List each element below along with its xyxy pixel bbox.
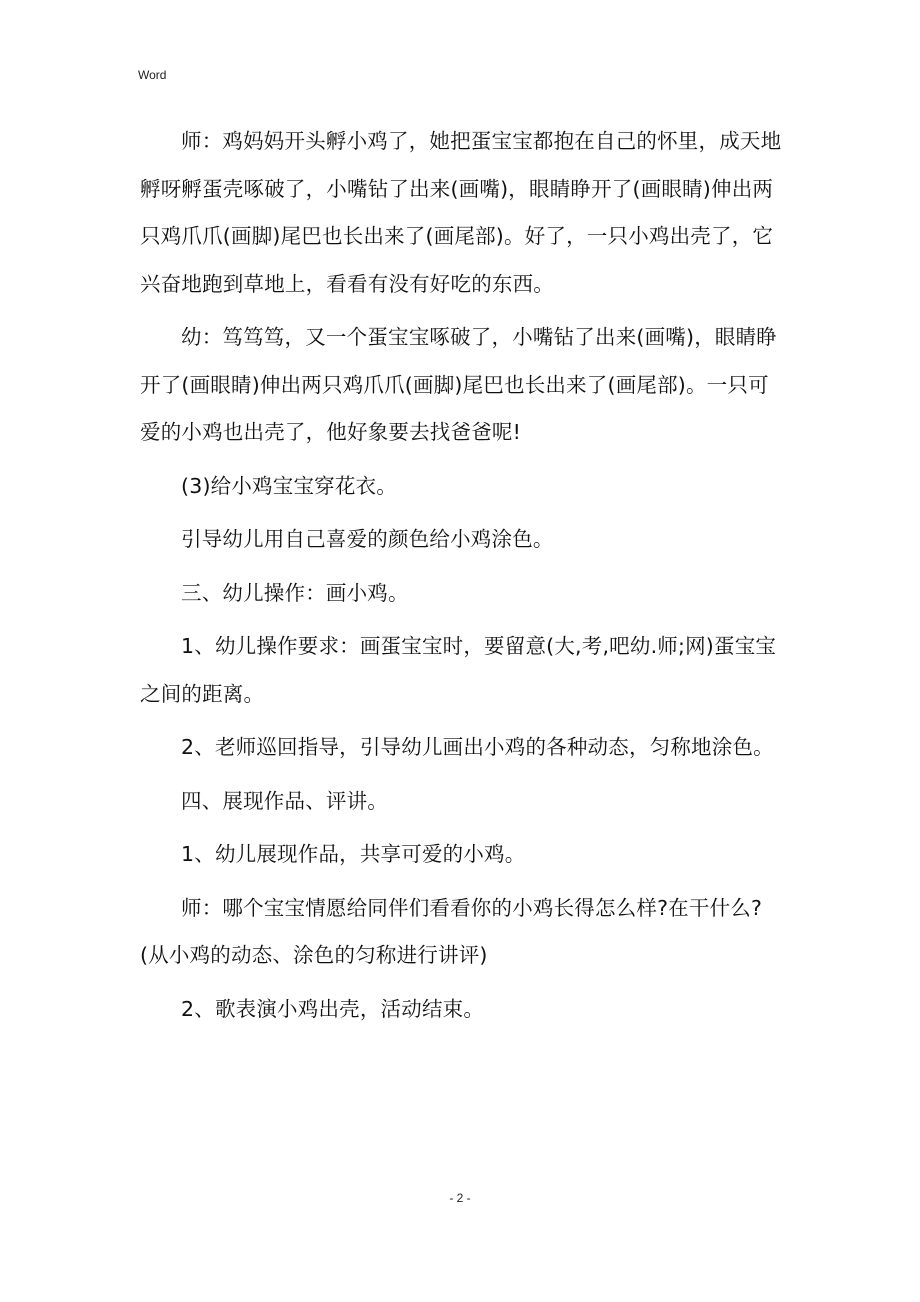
page-number: - 2 - <box>449 1191 471 1205</box>
paragraph-coloring-guide: 引导幼儿用自己喜爱的颜色给小鸡涂色。 <box>181 527 554 551</box>
section-heading-operation: 三、幼儿操作：画小鸡。 <box>181 580 409 605</box>
paragraph-teacher-question: 师：哪个宝宝情愿给同伴们看看你的小鸡长得怎么样?在干什么?(从小鸡的动态、涂色的匀称进行讲评) <box>140 895 763 967</box>
paragraph-teacher-intro: 师：鸡妈妈开头孵小鸡了，她把蛋宝宝都抱在自己的怀里，成天地孵呀孵蛋壳啄破了，小嘴钻了出来(画嘴)，眼睛睁开了(画眼睛)伸出两只鸡爪爪(画脚)尾巴也长出来了(画尾部)。好了，一只小鸡出壳了，它兴奋地跑到草地上，看看有没有好吃的东西。 <box>140 129 782 296</box>
section-heading-showcase: 四、展现作品、评讲。 <box>181 788 388 813</box>
paragraph-teacher-guidance: 2、老师巡回指导，引导幼儿画出小鸡的各种动态，匀称地涂色。 <box>181 735 774 759</box>
document-header-label: Word <box>138 68 167 82</box>
paragraph-step-3: (3)给小鸡宝宝穿花衣。 <box>181 473 397 498</box>
paragraph-operation-requirement: 1、幼儿操作要求：画蛋宝宝时，要留意(大,考,吧幼.师;网)蛋宝宝之间的距离。 <box>140 634 777 706</box>
paragraph-child-response: 幼：笃笃笃，又一个蛋宝宝啄破了，小嘴钻了出来(画嘴)，眼睛睁开了(画眼睛)伸出两只鸡爪爪(画脚)尾巴也长出来了(画尾部)。一只可爱的小鸡也出壳了，他好象要去找爸爸呢! <box>140 325 777 444</box>
paragraph-showcase: 1、幼儿展现作品，共享可爱的小鸡。 <box>181 842 526 866</box>
document-body <box>140 118 788 1039</box>
paragraph-activity-end: 2、歌表演小鸡出壳，活动结束。 <box>181 996 485 1021</box>
